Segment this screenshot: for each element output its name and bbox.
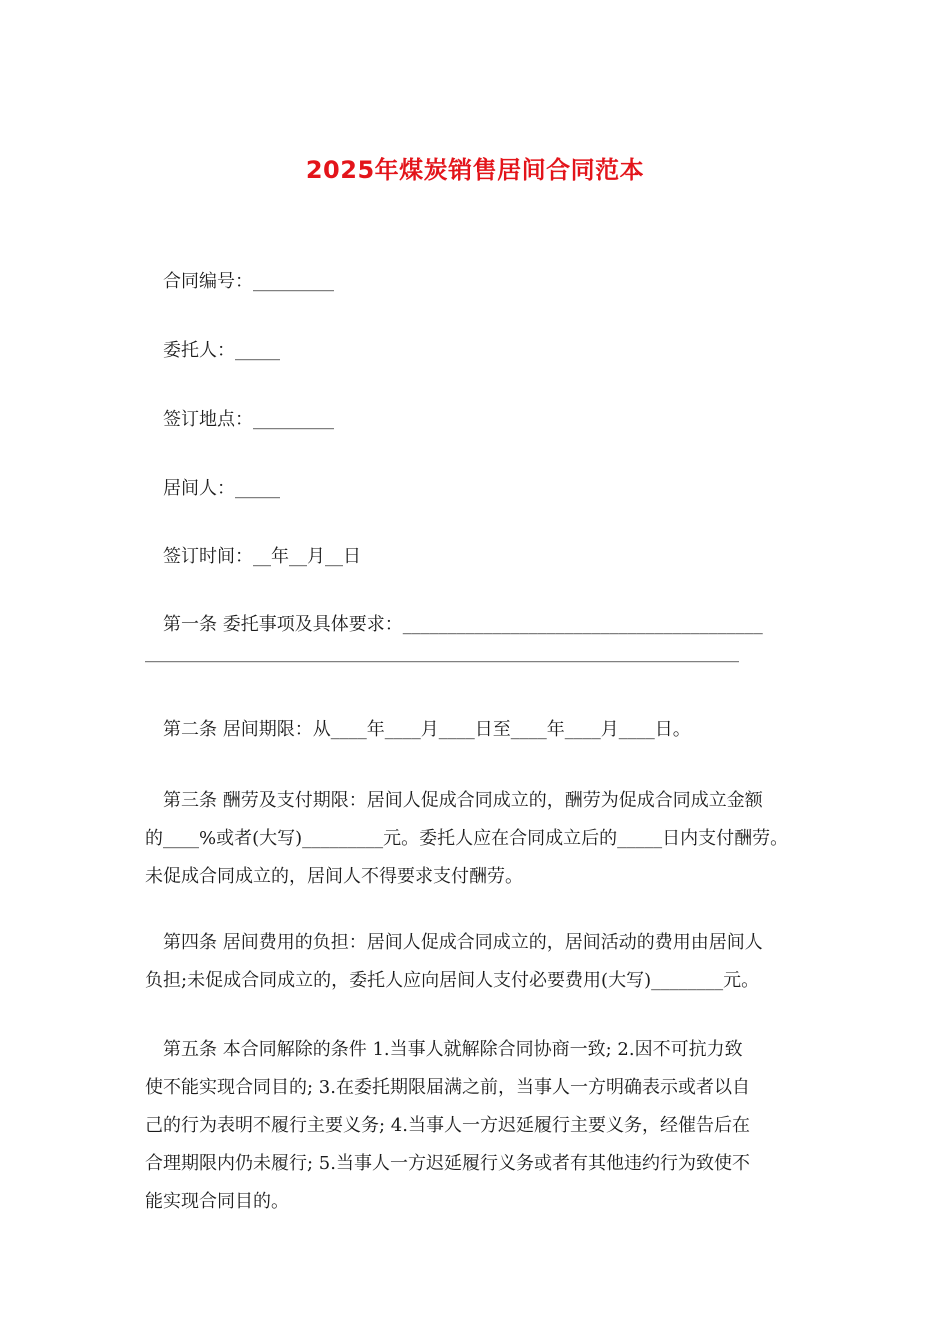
contract-number-field: 合同编号：_________: [163, 271, 334, 292]
broker-field: 居间人：_____: [163, 478, 280, 499]
article-5: [145, 1031, 825, 1221]
article-4: [145, 924, 825, 1000]
article-3-line: 未促成合同成立的，居间人不得要求支付酬劳。: [145, 866, 523, 887]
article-3: [145, 782, 825, 896]
article-4-line: 负担;未促成合同成立的，委托人应向居间人支付必要费用(大写)________元。: [145, 970, 760, 991]
article-2: [145, 711, 825, 749]
sign-place-field: 签订地点：_________: [163, 409, 334, 430]
sign-time-field: 签订时间：__年__月__日: [163, 546, 361, 567]
article-5-line: 己的行为表明不履行主要义务; 4.当事人一方迟延履行主要义务，经催告后在: [145, 1115, 750, 1136]
document-title: 2025年煤炭销售居间合同范本: [305, 156, 645, 184]
article-1-line: __________________________________________________________________: [145, 642, 739, 663]
article-1-line: 第一条 委托事项及具体要求：________________________________________: [163, 614, 763, 635]
client-field: 委托人：_____: [163, 340, 280, 361]
article-3-line: 的____%或者(大写)_________元。委托人应在合同成立后的_____日内支付酬劳。: [145, 828, 789, 849]
article-5-line: 合理期限内仍未履行; 5.当事人一方迟延履行义务或者有其他违约行为致使不: [145, 1153, 750, 1174]
article-5-line: 第五条 本合同解除的条件 1.当事人就解除合同协商一致; 2.因不可抗力致: [163, 1039, 743, 1060]
article-3-line: 第三条 酬劳及支付期限：居间人促成合同成立的，酬劳为促成合同成立金额: [163, 790, 763, 811]
article-1: [145, 606, 825, 672]
article-2-line: 第二条 居间期限：从____年____月____日至____年____月____日。: [163, 719, 691, 740]
article-4-line: 第四条 居间费用的负担：居间人促成合同成立的，居间活动的费用由居间人: [163, 932, 763, 953]
article-5-line: 能实现合同目的。: [145, 1191, 289, 1212]
article-5-line: 使不能实现合同目的; 3.在委托期限届满之前，当事人一方明确表示或者以自: [145, 1077, 750, 1098]
